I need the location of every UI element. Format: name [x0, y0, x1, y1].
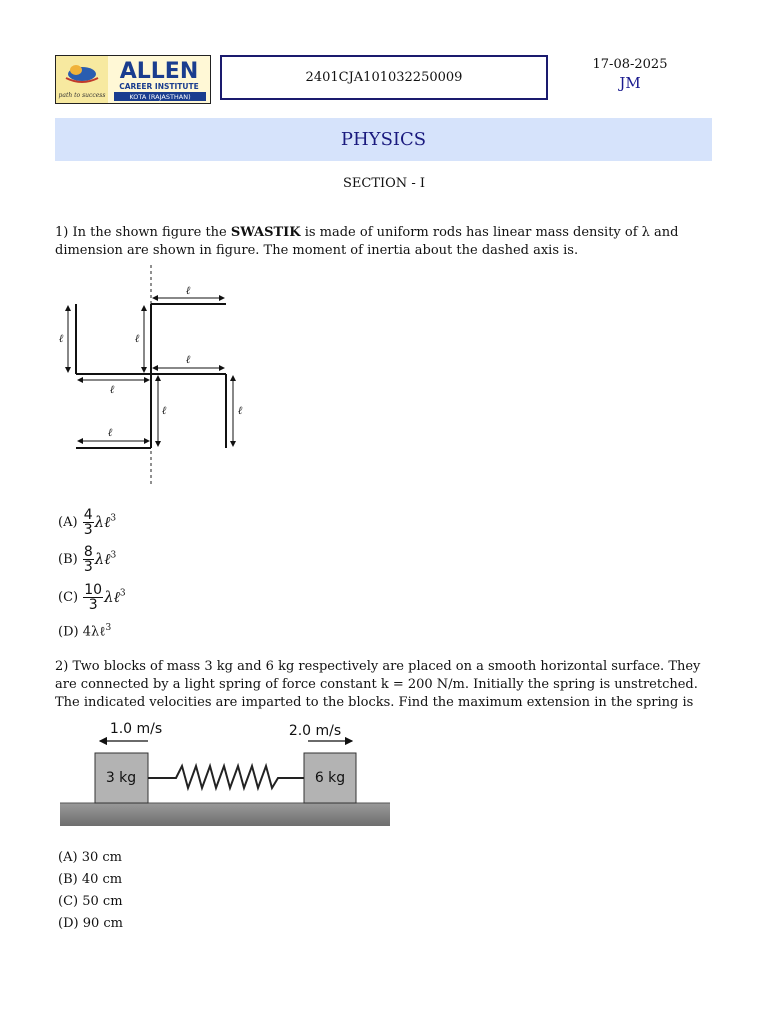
- numerator: 10: [84, 582, 103, 598]
- spring: [148, 766, 304, 788]
- option-label: (B): [58, 552, 78, 567]
- q1-option-c[interactable]: [58, 583, 126, 612]
- option-label: (C): [58, 590, 79, 605]
- numerator: 8: [83, 544, 93, 560]
- label-middle-right: ℓ: [185, 353, 191, 366]
- q1-prefix: 1) In the shown figure the: [55, 225, 231, 240]
- option-text: 40 cm: [81, 872, 123, 887]
- label-left: ℓ: [58, 332, 64, 345]
- q1-option-d[interactable]: [58, 623, 111, 639]
- q2-option-a[interactable]: [58, 850, 122, 865]
- logo-line2: KOTA (RAJASTHAN): [129, 93, 191, 101]
- option-text: 30 cm: [81, 850, 122, 865]
- logo-line1: CAREER INSTITUTE: [119, 82, 199, 91]
- label-middle-left: ℓ: [109, 383, 115, 396]
- expression: λℓ: [94, 550, 111, 568]
- q2-option-c[interactable]: [58, 894, 123, 909]
- option-label: (B): [58, 872, 78, 887]
- option-label: (C): [58, 894, 79, 909]
- label-right: ℓ: [237, 404, 243, 417]
- left-velocity-label: 1.0 m/s: [109, 721, 163, 737]
- allen-logo: [55, 55, 211, 104]
- expression: λℓ: [104, 588, 120, 606]
- paper-code-box: [220, 55, 548, 100]
- option-label: (D): [58, 624, 79, 640]
- spring-blocks-figure: [58, 716, 392, 828]
- expression: λℓ: [94, 513, 111, 531]
- paper-code: 2401CJA101032250009: [305, 70, 463, 85]
- logo-tagline: path to success: [58, 92, 106, 99]
- option-text: 4λℓ: [82, 624, 106, 640]
- exponent: 3: [110, 550, 117, 561]
- q1-suffix: is made of uniform rods has linear mass density of λ and dimension are shown in figure. The moment of inertia about the dashed axis is.: [55, 225, 679, 258]
- question-2-text: 2) Two blocks of mass 3 kg and 6 kg respectively are placed on a smooth horizontal surface. They are connected by a light spring of force constant k = 200 N/m. Initially the spring is unstretched. The indicated velocities are imparted to the blocks. Find the maximum extension in the spring is: [55, 659, 701, 710]
- floor: [60, 803, 390, 826]
- question-1-text: [55, 224, 715, 260]
- swastik-figure: [52, 262, 252, 490]
- allen-logo-graphic: [56, 56, 210, 103]
- numerator: 4: [83, 507, 93, 523]
- exponent: 3: [110, 513, 117, 524]
- denominator: 3: [83, 559, 93, 575]
- exam-date: 17-08-2025: [592, 57, 668, 72]
- label-center-lower: ℓ: [161, 404, 167, 417]
- label-top: ℓ: [185, 284, 191, 297]
- block-6kg-label: 6 kg: [314, 770, 346, 786]
- block-3kg-label: 3 kg: [105, 770, 137, 786]
- denominator: 3: [83, 522, 93, 538]
- option-text: 90 cm: [82, 916, 124, 931]
- label-center-upper: ℓ: [134, 332, 140, 345]
- option-text: 50 cm: [82, 894, 123, 909]
- q1-bold-term: SWASTIK: [230, 225, 301, 240]
- logo-brand: ALLEN: [119, 59, 199, 84]
- subject-bar: [55, 118, 712, 161]
- denominator: 3: [88, 597, 98, 613]
- stream-code: JM: [619, 74, 641, 92]
- fraction: [83, 508, 94, 537]
- right-velocity-label: 2.0 m/s: [288, 723, 342, 739]
- q1-option-b[interactable]: [58, 545, 116, 574]
- q2-option-b[interactable]: [58, 872, 122, 887]
- q1-option-a[interactable]: [58, 508, 116, 537]
- exponent: 3: [105, 623, 112, 633]
- q2-option-d[interactable]: [58, 916, 123, 931]
- option-label: (A): [58, 850, 78, 865]
- label-bottom: ℓ: [107, 426, 113, 439]
- option-label: (A): [58, 515, 78, 530]
- fraction: [83, 545, 94, 574]
- fraction: [83, 583, 103, 612]
- section-title: SECTION - I: [343, 176, 425, 191]
- subject-title: PHYSICS: [340, 129, 427, 150]
- exponent: 3: [119, 588, 126, 599]
- option-label: (D): [58, 916, 79, 931]
